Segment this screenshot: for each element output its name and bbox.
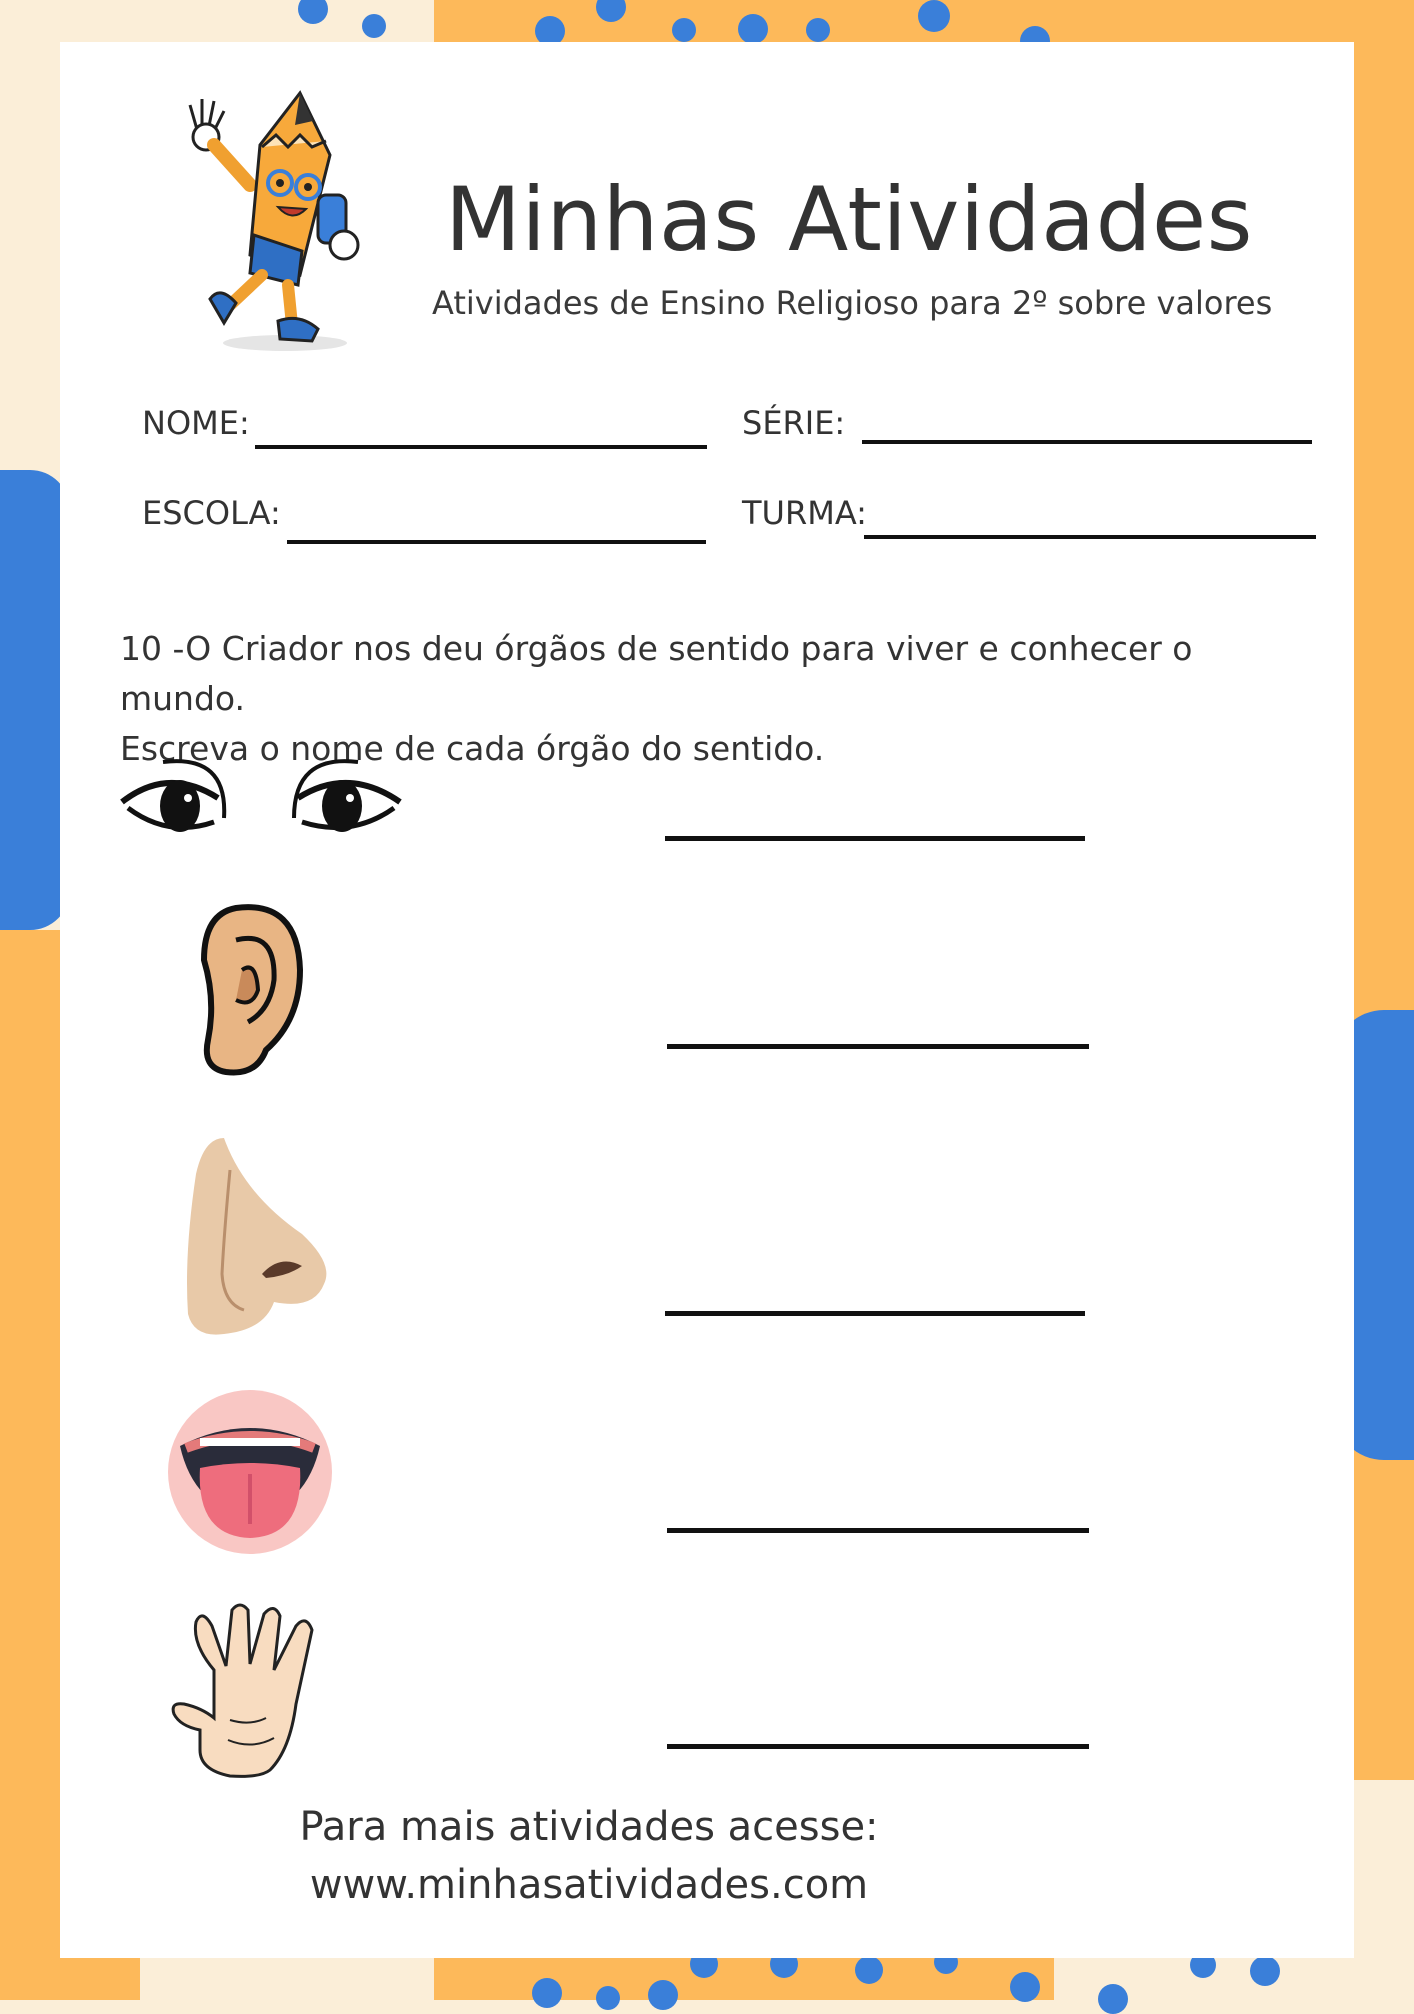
nose-icon bbox=[184, 1134, 334, 1340]
ear-icon bbox=[196, 900, 306, 1078]
name-field[interactable] bbox=[255, 445, 707, 449]
answer-line-nose[interactable] bbox=[665, 1311, 1085, 1316]
mouth-icon bbox=[166, 1388, 334, 1556]
grade-field[interactable] bbox=[862, 440, 1312, 444]
question-line-1: 10 -O Criador nos deu órgãos de sentido para viver e conhecer o mundo. bbox=[120, 629, 1193, 718]
answer-line-mouth[interactable] bbox=[667, 1528, 1089, 1533]
pencil-mascot-icon bbox=[180, 85, 380, 355]
school-label: ESCOLA: bbox=[142, 494, 281, 532]
footer-text: Para mais atividades acesse: bbox=[299, 1804, 879, 1850]
question-line-2: Escreva o nome de cada órgão do sentido. bbox=[120, 729, 825, 768]
name-label: NOME: bbox=[142, 404, 250, 442]
answer-line-hand[interactable] bbox=[667, 1744, 1089, 1749]
page-subtitle: Atividades de Ensino Religioso para 2º sobre valores bbox=[432, 284, 1273, 322]
school-field[interactable] bbox=[287, 540, 706, 544]
answer-line-ear[interactable] bbox=[667, 1044, 1089, 1049]
question-text bbox=[120, 624, 1300, 774]
class-field[interactable] bbox=[864, 535, 1316, 539]
footer-link[interactable]: www.minhasatividades.com bbox=[309, 1862, 869, 1908]
hand-icon bbox=[170, 1600, 334, 1778]
class-label: TURMA: bbox=[742, 494, 867, 532]
grade-label: SÉRIE: bbox=[742, 404, 846, 442]
answer-line-eyes[interactable] bbox=[665, 836, 1085, 841]
eyes-icon bbox=[118, 758, 403, 848]
page-title: Minhas Atividades bbox=[445, 168, 1253, 271]
